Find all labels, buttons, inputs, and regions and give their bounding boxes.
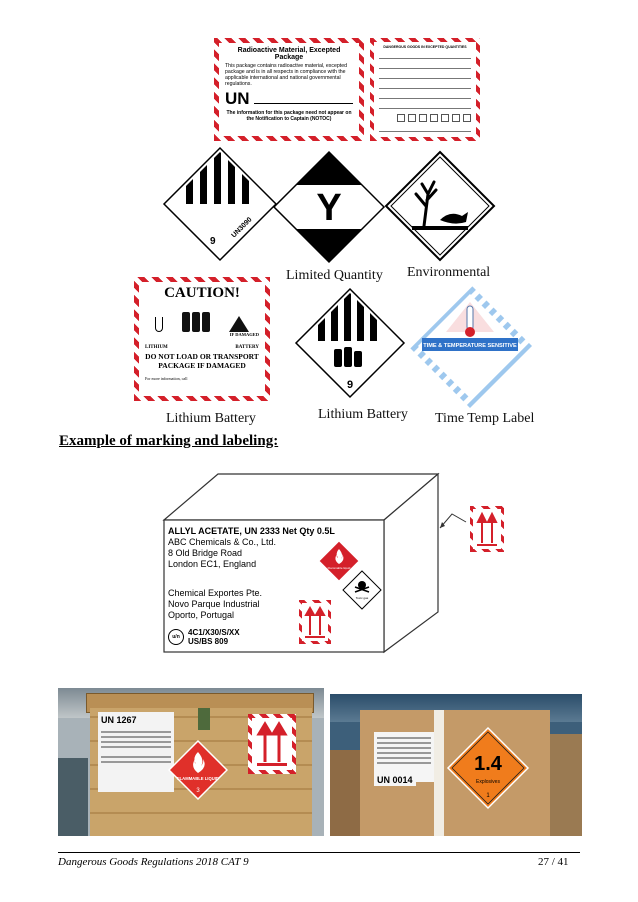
- photo1-flammable-liquid-diamond: [168, 740, 228, 800]
- box-toxic-text: Toxic gas: [355, 596, 369, 600]
- class9-label-un-text: UN3090: [230, 216, 254, 240]
- time-temperature-sensitive-label: [406, 282, 534, 410]
- fragile-glass-icon: [155, 317, 163, 332]
- section-heading: Example of marking and labeling:: [59, 433, 279, 449]
- fire-warning-icon: [229, 316, 249, 332]
- photo2-explosive-diamond: [446, 726, 530, 810]
- batteries-icon: [182, 312, 210, 332]
- declaration-form-title: DANGEROUS GOODS IN EXCEPTED QUANTITIES: [383, 45, 467, 49]
- radioactive-excepted-label: [214, 38, 364, 141]
- footer-document-title: Dangerous Goods Regulations 2018 CAT 9: [58, 856, 249, 868]
- photo1-un-label: UN 1267: [101, 715, 137, 725]
- limited-quantity-y-mark: [272, 150, 386, 264]
- photo1-class-number: 3: [196, 788, 200, 794]
- box-shipper-address-1: 8 Old Bridge Road: [168, 548, 243, 558]
- caption-time-temp-label: Time Temp Label: [435, 411, 535, 426]
- box-consignee-address-1: Novo Parque Industrial: [168, 599, 260, 609]
- caution-warning-line-2: PACKAGE IF DAMAGED: [158, 361, 246, 370]
- box-toxic-gas-label: [342, 570, 382, 610]
- photo2-class-number: 1: [486, 793, 490, 799]
- box-orientation-arrows-label: [299, 600, 331, 644]
- standalone-orientation-arrows-label: [470, 506, 504, 552]
- un-pack-code: 4C1/X30/S/XX: [188, 628, 240, 637]
- box-consignee-name: Chemical Exportes Pte.: [168, 588, 263, 598]
- time-temp-label-text: TIME & TEMPERATURE SENSITIVE: [423, 343, 517, 349]
- photo1-orientation-arrows: [248, 714, 296, 774]
- caption-lithium-battery-2: Lithium Battery: [318, 407, 408, 422]
- caption-environmental: Environmental: [407, 265, 491, 280]
- photo2-division: 1.4: [474, 753, 502, 775]
- footer-page-number: 27 / 41: [538, 856, 569, 868]
- footer-rule: [58, 852, 580, 853]
- box-flammable-text: Flammable liquid: [327, 566, 351, 570]
- caption-limited-quantity: Limited Quantity: [286, 268, 383, 283]
- photo-cardboard-box: [330, 694, 582, 836]
- lithium-class9-number: 9: [346, 379, 354, 391]
- box-shipper-address-2: London EC1, England: [168, 559, 257, 569]
- photo2-explosive-text: Explosives: [476, 779, 500, 785]
- un-packaging-mark: [168, 628, 240, 646]
- box-consignee-address-2: Oporto, Portugal: [168, 610, 235, 620]
- radioactive-label-body: This package contains radioactive material, excepted package and is in all respects in compliance with the applicable international and national governmental regulations.: [225, 63, 347, 87]
- un-symbol-icon: u/n: [168, 629, 184, 645]
- caution-warning-line-1: DO NOT LOAD OR TRANSPORT: [145, 352, 259, 361]
- environmental-hazard-mark: [384, 150, 496, 262]
- caption-lithium-battery-1: Lithium Battery: [166, 411, 256, 426]
- photo1-un-marking: [98, 712, 174, 792]
- radioactive-label-title: Radioactive Material, Excepted Package: [237, 47, 341, 61]
- box-proper-shipping-name: ALLYL ACETATE, UN 2333 Net Qty 0.5L: [168, 526, 335, 536]
- un-pack-code-2: US/BS 809: [188, 637, 229, 646]
- photo1-diamond-text: FLAMMABLE LIQUID: [177, 776, 219, 781]
- photo-wooden-crate: [58, 688, 324, 836]
- limited-quantity-letter: Y: [316, 187, 342, 229]
- pointer-arrow-icon: [438, 510, 468, 532]
- photo2-un-label: UN 0014: [374, 774, 416, 786]
- caution-lithium-word: LITHIUM: [145, 345, 168, 350]
- class9-label-number: 9: [210, 236, 216, 247]
- radioactive-label-notice: The information for this package need not appear on the Notification to Captain (NOTOC): [226, 110, 352, 122]
- caution-label-title: CAUTION!: [164, 285, 240, 301]
- box-shipper-name: ABC Chemicals & Co., Ltd.: [168, 537, 277, 547]
- caution-battery-word: BATTERY: [235, 345, 259, 350]
- class9-lithium-battery-hazard-label: [294, 287, 406, 399]
- radioactive-label-un: UN: [225, 89, 250, 108]
- class9-lithium-battery-label: [162, 146, 278, 262]
- lithium-battery-caution-label: [134, 277, 270, 401]
- excepted-quantity-declaration-form: [370, 38, 480, 141]
- caution-if-damaged: IF DAMAGED: [229, 332, 259, 337]
- caution-more-info: For more information, call: [145, 376, 188, 381]
